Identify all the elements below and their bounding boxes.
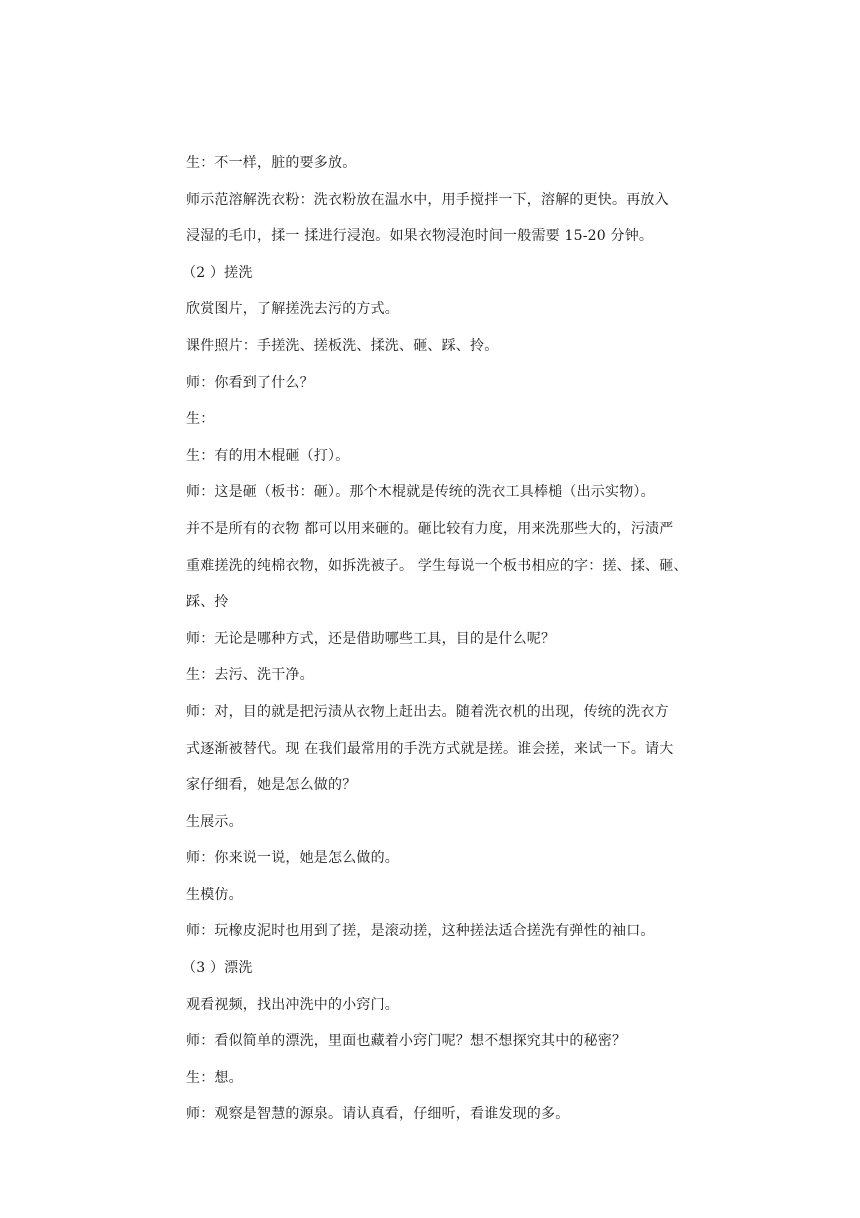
text-line: 师：对，目的就是把污渍从衣物上赶出去。随着洗衣机的出现，传统的洗衣方 <box>186 703 669 720</box>
text-line: 师示范溶解洗衣粉：洗衣粉放在温水中，用手搅拌一下，溶解的更快。再放入 <box>186 191 669 208</box>
text-line: 课件照片：手搓洗、搓板洗、揉洗、砸、踩、拎。 <box>186 337 499 354</box>
text-line: 生模仿。 <box>186 886 243 903</box>
text-line: 师：你看到了什么？ <box>186 374 314 391</box>
text-line: 浸湿的毛巾，揉一 揉进行浸泡。如果衣物浸泡时间一般需要 15-20 分钟。 <box>186 228 654 245</box>
text-line: 师：观察是智慧的源泉。请认真看，仔细听，看谁发现的多。 <box>186 1106 570 1123</box>
text-line: 踩、拎 <box>186 594 229 611</box>
text-line: 师：无论是哪种方式，还是借助哪些工具，目的是什么呢？ <box>186 630 556 647</box>
text-line: 生：不一样，脏的要多放。 <box>186 155 357 171</box>
text-line: 并不是所有的衣物 都可以用来砸的。砸比较有力度，用来洗那些大的，污渍严 <box>186 520 674 537</box>
text-line: 重难搓洗的纯棉衣物，如拆洗被子。 学生每说一个板书相应的字：搓、揉、砸、 <box>186 557 688 574</box>
text-line: 生：去污、洗干净。 <box>186 667 314 684</box>
text-line: 生：想。 <box>186 1069 243 1086</box>
text-line: 观看视频，找出冲洗中的小窍门。 <box>186 996 399 1013</box>
document-body <box>182 154 688 1142</box>
text-line: 师：这是砸（板书：砸）。那个木棍就是传统的洗衣工具棒槌（出示实物）。 <box>186 484 655 501</box>
text-line: 生展示。 <box>186 813 243 830</box>
section-heading: （3 ）漂洗 <box>182 960 253 977</box>
text-line: 生： <box>186 411 215 428</box>
text-line: 师：你来说一说，她是怎么做的。 <box>186 850 399 867</box>
text-line: 生：有的用木棍砸（打）。 <box>186 447 350 464</box>
text-line: 式逐渐被替代。现 在我们最常用的手洗方式就是搓。谁会搓，来试一下。请大 <box>186 740 674 757</box>
section-heading: （2 ）搓洗 <box>182 264 253 281</box>
text-line: 师：看似简单的漂洗，里面也藏着小窍门呢？想不想探究其中的秘密？ <box>186 1033 627 1050</box>
text-line: 师：玩橡皮泥时也用到了搓，是滚动搓，这种搓法适合搓洗有弹性的袖口。 <box>186 923 655 940</box>
text-line: 家仔细看，她是怎么做的？ <box>186 777 357 794</box>
text-line: 欣赏图片，了解搓洗去污的方式。 <box>186 301 399 318</box>
